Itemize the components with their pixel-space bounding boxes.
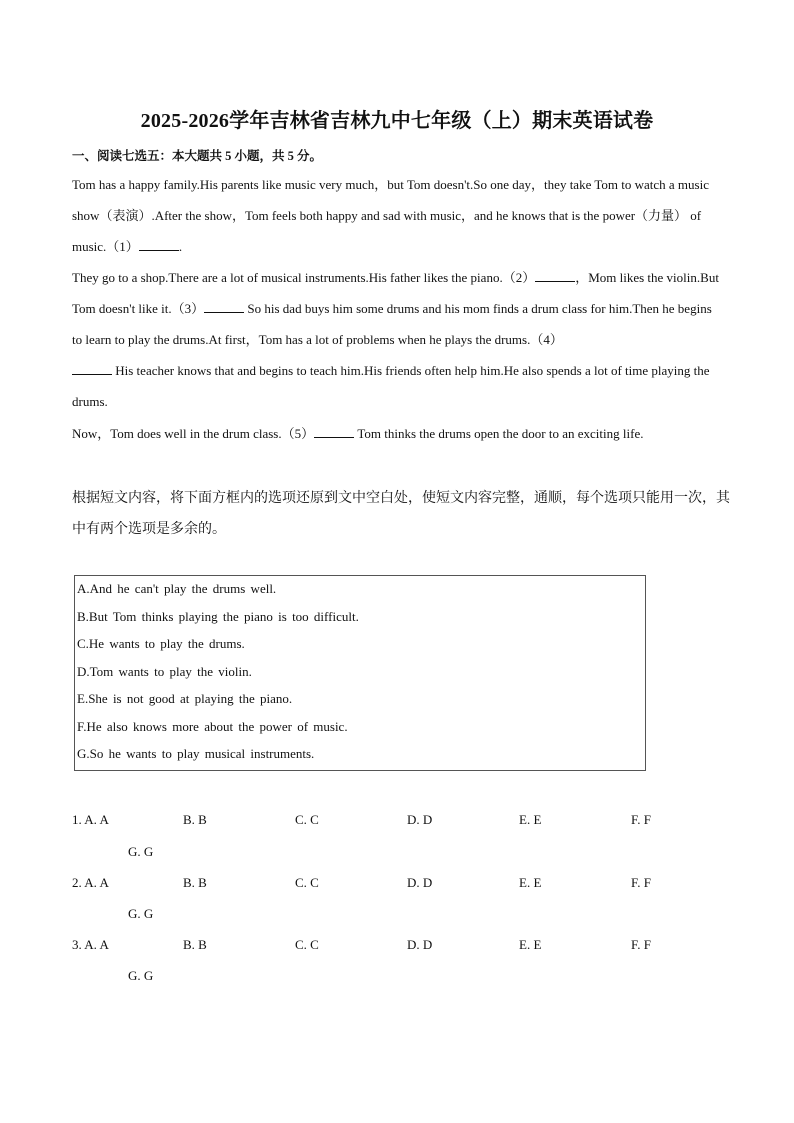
question-1-choice-d[interactable]: D. D [407,812,433,827]
passage-text: Tom thinks the drums open the door to an exciting life. [357,426,644,441]
question-1-row-2 [72,844,732,864]
question-2-choice-d[interactable]: D. D [407,875,433,890]
instructions: 根据短文内容，将下面方框内的选项还原到文中空白处，使短文内容完整，通顺，每个选项只能用一次，其中有两个选项是多余的。 [72,490,730,537]
question-2-choice-a[interactable]: 2. A. A [72,875,109,890]
option-a: A.And he can't play the drums well. [77,581,277,596]
passage-text: ，Mom likes the violin.But Tom doesn't like it.（3） [72,270,719,316]
passage-text: Now，Tom does well in the drum class.（5） [72,426,315,441]
question-2 [72,875,732,895]
question-3-choice-b[interactable]: B. B [183,937,207,952]
question-3-choice-f[interactable]: F. F [631,937,651,952]
question-3-choice-e[interactable]: E. E [519,937,542,952]
option-d: D.Tom wants to play the violin. [77,663,252,679]
question-3-choice-a[interactable]: 3. A. A [72,937,109,952]
question-3-row-2 [72,968,732,988]
question-2-choice-e[interactable]: E. E [519,875,542,890]
question-1-choice-e[interactable]: E. E [519,812,542,827]
question-1-choice-a[interactable]: 1. A. A [72,812,109,827]
passage-paragraph-1 [72,169,722,262]
question-2-choice-g[interactable]: G. G [128,906,154,921]
question-3-choice-c[interactable]: C. C [295,937,319,952]
passage-text: So his dad buys him some drums and his mom finds a drum class for him.Then he begins to learn to play the drums.At first，Tom has a lot of problems when he plays the drums.（4） [72,301,712,347]
question-2-choice-f[interactable]: F. F [631,875,651,890]
question-2-choice-c[interactable]: C. C [295,875,319,890]
option-f: F.He also knows more about the power of music. [77,718,348,734]
question-1 [72,812,732,832]
option-e: E.She is not good at playing the piano. [77,691,293,706]
question-2-row-2 [72,906,732,926]
passage-text: They go to a shop.There are a lot of musical instruments.His father likes the piano.（2） [72,270,536,285]
blank-1 [139,238,179,251]
blank-5 [314,425,354,438]
question-1-choice-f[interactable]: F. F [631,812,651,827]
option-g: G.So he wants to play musical instruments. [77,746,315,761]
question-1-choice-g[interactable]: G. G [128,844,154,859]
passage-paragraph-2 [72,262,722,417]
question-1-choice-b[interactable]: B. B [183,812,207,827]
page-title: 2025-2026学年吉林省吉林九中七年级（上）期末英语试卷 [140,110,654,132]
option-c: C.He wants to play the drums. [77,636,245,651]
options-box [74,575,646,771]
passage-text: . [178,239,183,254]
blank-4 [72,362,112,375]
question-1-choice-c[interactable]: C. C [295,812,319,827]
blank-2 [535,269,575,282]
passage-text: Tom has a happy family.His parents like music very much，but Tom doesn't.So one day，they take Tom to watch a music show（表演）.After the show，Tom feels both happy and sad with music，and he knows that is the power（力量） of music.（1） [72,177,709,254]
passage-paragraph-3 [72,418,722,449]
passage-text: His teacher knows that and begins to teach him.His friends often help him.He also spends a lot of time playing the drums. [72,363,710,409]
blank-3 [204,300,244,313]
question-3-choice-g[interactable]: G. G [128,968,154,983]
question-3 [72,937,732,957]
option-b: B.But Tom thinks playing the piano is too difficult. [77,608,359,624]
section-heading: 一、阅读七选五：本大题共 5 小题，共 5 分。 [72,149,323,163]
question-2-choice-b[interactable]: B. B [183,875,207,890]
question-3-choice-d[interactable]: D. D [407,937,433,952]
